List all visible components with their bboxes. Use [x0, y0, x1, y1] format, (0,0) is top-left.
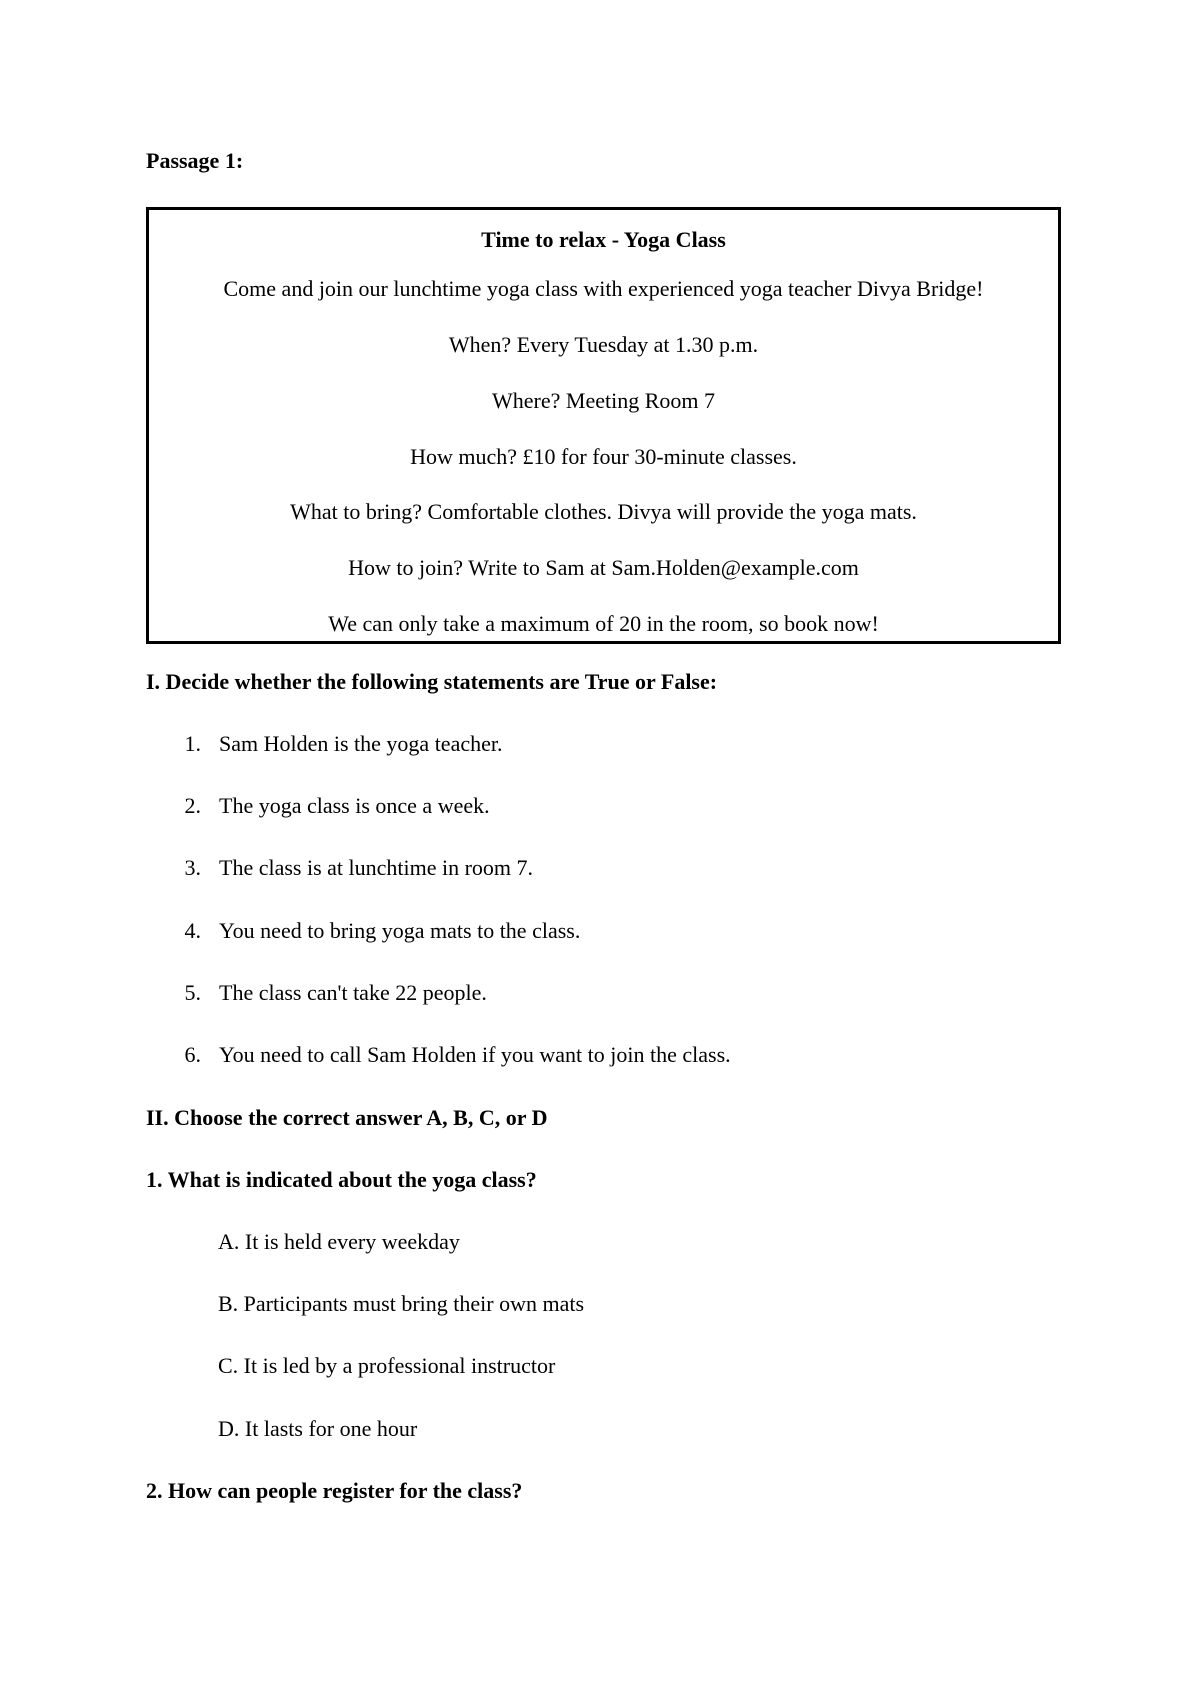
- item-number: 5.: [184, 980, 201, 1005]
- statement-text: Sam Holden is the yoga teacher.: [219, 731, 503, 756]
- option-d: D. It lasts for one hour: [218, 1416, 418, 1441]
- section1-heading: I. Decide whether the following statements are True or False:: [146, 669, 718, 694]
- item-number: 4.: [184, 918, 201, 943]
- statement-text: The class can't take 22 people.: [219, 980, 487, 1005]
- question-1: 1. What is indicated about the yoga class?: [146, 1167, 537, 1192]
- item-number: 1.: [184, 731, 201, 756]
- notice-line-price: How much? £10 for four 30-minute classes.: [410, 444, 797, 469]
- notice-title: Time to relax - Yoga Class: [481, 227, 726, 252]
- option-b: B. Participants must bring their own mats: [218, 1291, 585, 1316]
- notice-line-bring: What to bring? Comfortable clothes. Divya will provide the yoga mats.: [290, 499, 917, 524]
- notice-line-where: Where? Meeting Room 7: [492, 388, 715, 413]
- question-2: 2. How can people register for the class?: [146, 1478, 523, 1503]
- item-number: 3.: [184, 855, 201, 880]
- passage-label: Passage 1:: [146, 148, 244, 173]
- statement-text: The class is at lunchtime in room 7.: [219, 855, 534, 880]
- notice-line-join: How to join? Write to Sam at Sam.Holden@example.com: [348, 555, 859, 580]
- option-c: C. It is led by a professional instructor: [218, 1353, 556, 1378]
- item-number: 2.: [184, 793, 201, 818]
- option-a: A. It is held every weekday: [218, 1229, 460, 1254]
- statement-text: The yoga class is once a week.: [219, 793, 490, 818]
- statement-text: You need to call Sam Holden if you want to join the class.: [219, 1042, 731, 1067]
- item-number: 6.: [184, 1042, 201, 1067]
- notice-line-when: When? Every Tuesday at 1.30 p.m.: [448, 332, 759, 357]
- notice-line-capacity: We can only take a maximum of 20 in the room, so book now!: [328, 611, 879, 636]
- notice-box: [146, 207, 1061, 644]
- statement-text: You need to bring yoga mats to the class.: [219, 918, 581, 943]
- notice-line-intro: Come and join our lunchtime yoga class with experienced yoga teacher Divya Bridge!: [223, 276, 984, 301]
- section2-heading: II. Choose the correct answer A, B, C, or D: [146, 1105, 548, 1130]
